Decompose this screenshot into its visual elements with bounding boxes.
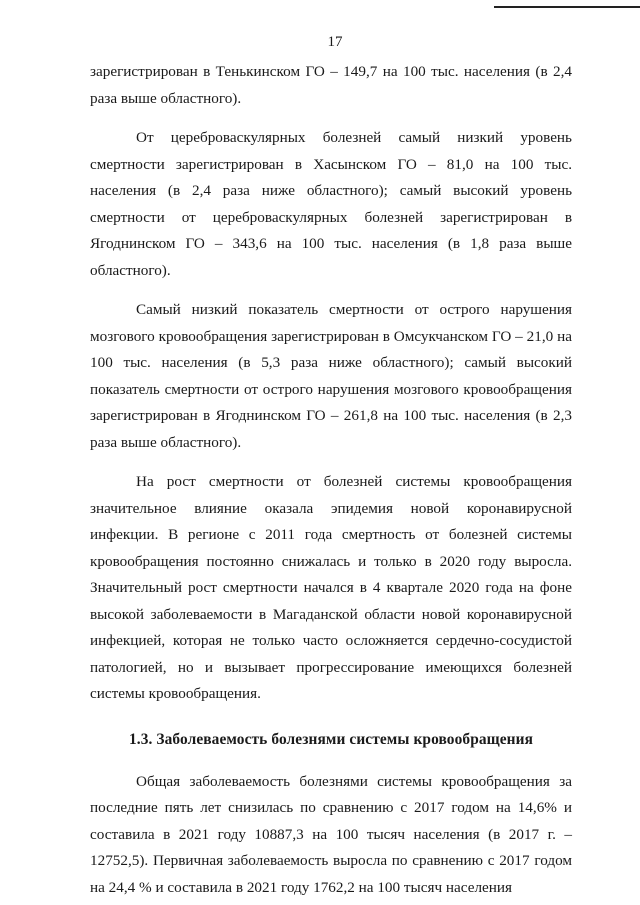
top-edge-rule [494, 6, 640, 8]
paragraph-acute-stroke: Самый низкий показатель смертности от острого нарушения мозгового кровообращения зарегистрирован в Омсукчанском ГО – 21,0 на 100 тыс. населения (в 5,3 раза ниже областного); самый высокий показатель смертности от острого нарушения мозгового кровообращения зарегистрирован в Ягоднинском ГО – 261,8 на 100 тыс. населения (в 2,3 раза выше областного). [90, 301, 572, 451]
page-number: 17 [327, 34, 343, 50]
document-body [90, 59, 572, 901]
paragraph-continued: зарегистрирован в Тенькинском ГО – 149,7 на 100 тыс. населения (в 2,4 раза выше областного). [90, 63, 572, 107]
paragraph-morbidity: Общая заболеваемость болезнями системы кровообращения за последние пять лет снизилась по сравнению с 2017 годом на 14,6% и составила в 2021 году 10887,3 на 100 тысяч населения (в 2017 г. – 12752,5). Первичная заболеваемость выросла по сравнению с 2017 годом на 24,4 % и составила в 2021 году 1762,2 на 100 тысяч населения [90, 772, 572, 896]
paragraph-cerebrovascular: От цереброваскулярных болезней самый низкий уровень смертности зарегистрирован в Хасынском ГО – 81,0 на 100 тыс. населения (в 2,4 раза ниже областного); самый высокий уровень смертности от цереброваскулярных болезней зарегистрирован в Ягоднинском ГО – 343,6 на 100 тыс. населения (в 1,8 раза выше областного). [90, 129, 572, 279]
section-heading: 1.3. Заболеваемость болезнями системы кровообращения [128, 730, 534, 748]
paragraph-covid-impact: На рост смертности от болезней системы кровообращения значительное влияние оказала эпидемия новой коронавирусной инфекции. В регионе с 2011 года смертность от болезней системы кровообращения постоянно снижалась и только в 2020 году выросла. Значительный рост смертности начался в 4 квартале 2020 года на фоне высокой заболеваемости в Магаданской области новой коронавирусной инфекцией, которая не только часто осложняется сердечно-сосудистой патологией, но и вызывает прогрессирование имеющихся болезней системы кровообращения. [90, 473, 572, 702]
